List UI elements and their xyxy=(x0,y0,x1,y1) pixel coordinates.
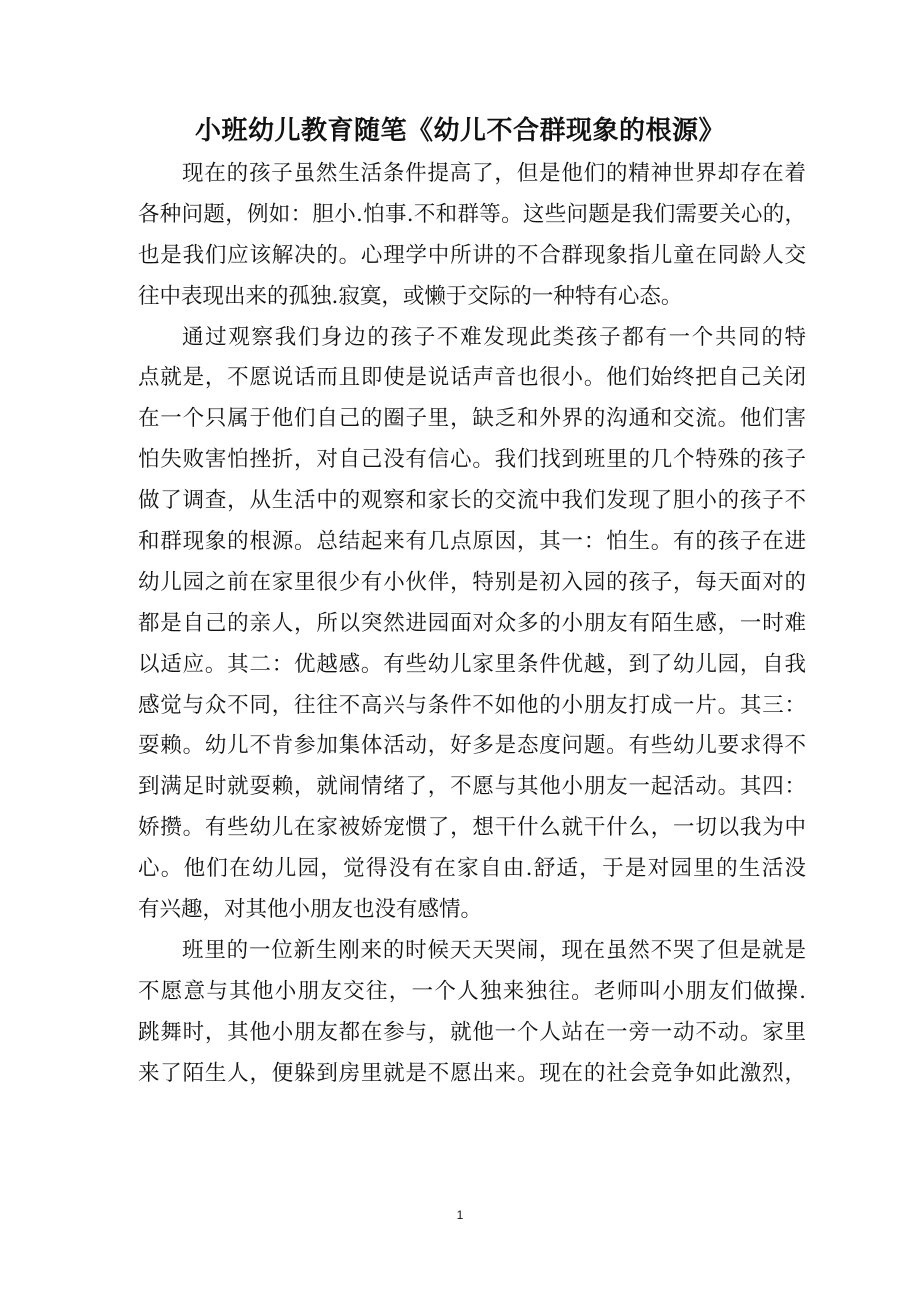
text-line: 往中表现出来的孤独.寂寞，或懒于交际的一种特有心态。 xyxy=(138,283,683,309)
text-line: 幼儿园之前在家里很少有小伙伴，特别是初入园的孩子，每天面对的 xyxy=(138,569,806,595)
text-line: 不愿意与其他小朋友交往，一个人独来独往。老师叫小朋友们做操. xyxy=(138,978,806,1004)
text-line: 在一个只属于他们自己的圈子里，缺乏和外界的沟通和交流。他们害 xyxy=(138,406,806,432)
text-line: 到满足时就耍赖，就闹情绪了，不愿与其他小朋友一起活动。其四： xyxy=(138,774,806,800)
text-line: 点就是，不愿说话而且即使是说话声音也很小。他们始终把自己关闭 xyxy=(138,365,806,391)
paragraph xyxy=(138,154,806,318)
text-line: 有兴趣，对其他小朋友也没有感情。 xyxy=(138,897,483,923)
paragraph xyxy=(138,931,806,1095)
text-line: 也是我们应该解决的。心理学中所讲的不合群现象指儿童在同龄人交 xyxy=(138,242,806,268)
document-title: 小班幼儿教育随笔《幼儿不合群现象的根源》 xyxy=(194,116,725,146)
text-line: 心。他们在幼儿园，觉得没有在家自由.舒适，于是对园里的生活没 xyxy=(138,856,806,882)
document-body xyxy=(138,154,806,1094)
text-line: 跳舞时，其他小朋友都在参与，就他一个人站在一旁一动不动。家里 xyxy=(138,1019,806,1045)
text-line: 怕失败害怕挫折，对自己没有信心。我们找到班里的几个特殊的孩子 xyxy=(138,447,806,473)
text-line: 通过观察我们身边的孩子不难发现此类孩子都有一个共同的特 xyxy=(182,324,806,350)
paragraph xyxy=(138,318,806,931)
text-line: 感觉与众不同，往往不高兴与条件不如他的小朋友打成一片。其三： xyxy=(138,692,806,718)
page-number: 1 xyxy=(456,1208,464,1222)
text-line: 和群现象的根源。总结起来有几点原因，其一：怕生。有的孩子在进 xyxy=(138,529,806,555)
text-line: 都是自己的亲人，所以突然进园面对众多的小朋友有陌生感，一时难 xyxy=(138,610,806,636)
text-line: 做了调查，从生活中的观察和家长的交流中我们发现了胆小的孩子不 xyxy=(138,488,806,514)
text-line: 娇攒。有些幼儿在家被娇宠惯了，想干什么就干什么，一切以我为中 xyxy=(138,815,806,841)
text-line: 耍赖。幼儿不肯参加集体活动，好多是态度问题。有些幼儿要求得不 xyxy=(138,733,806,759)
text-line: 以适应。其二：优越感。有些幼儿家里条件优越，到了幼儿园，自我 xyxy=(138,651,806,677)
text-line: 各种问题，例如：胆小.怕事.不和群等。这些问题是我们需要关心的， xyxy=(138,201,806,227)
text-line: 来了陌生人，便躲到房里就是不愿出来。现在的社会竞争如此激烈， xyxy=(138,1060,806,1086)
text-line: 现在的孩子虽然生活条件提高了，但是他们的精神世界却存在着 xyxy=(182,161,806,186)
text-line: 班里的一位新生刚来的时候天天哭闹，现在虽然不哭了但是就是 xyxy=(182,937,806,963)
